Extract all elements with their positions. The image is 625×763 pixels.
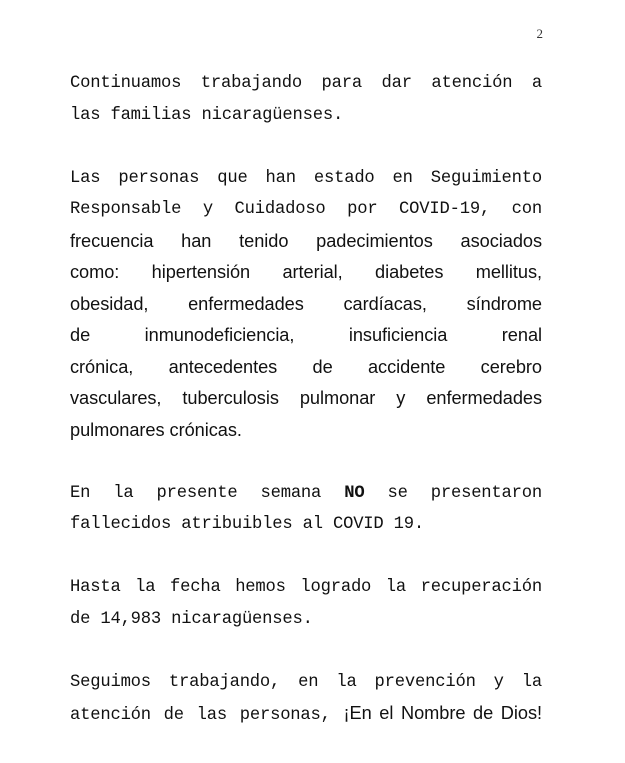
paragraph-line: Seguimos trabajando, en la prevención y la — [70, 672, 542, 692]
paragraph-line: obesidad, enfermedades cardíacas, síndrome — [70, 293, 542, 314]
document-body — [70, 68, 542, 763]
paragraph-line: pulmonares crónicas. — [70, 419, 242, 440]
paragraph-line: Las personas que han estado en Seguimiento — [70, 168, 542, 188]
paragraph-line: fallecidos atribuibles al COVID 19. — [70, 515, 424, 534]
paragraph-line: Responsable y Cuidadoso por COVID-19, con — [70, 200, 542, 219]
paragraph-seguimos — [70, 667, 542, 732]
paragraph-padecimientos — [70, 163, 542, 447]
text-segment: se presentaron — [364, 483, 542, 503]
paragraph-fallecidos — [70, 478, 542, 541]
paragraph-recuperacion — [70, 572, 542, 635]
paragraph-line: como: hipertensión arterial, diabetes mellitus, — [70, 262, 542, 282]
paragraph-line — [70, 478, 542, 510]
text-segment: atención de las personas, — [70, 706, 344, 725]
page-number: 2 — [536, 26, 543, 41]
paragraph-line: vasculares, tuberculosis pulmonar y enfermedades — [70, 388, 542, 408]
paragraph-line: Hasta la fecha hemos logrado la recuperación — [70, 578, 542, 597]
paragraph-line: frecuencia han tenido padecimientos asociados — [70, 230, 542, 251]
closing-phrase: ¡En el Nombre de Dios! — [343, 703, 542, 723]
text-segment: En la presente semana — [70, 483, 345, 503]
paragraph-line: de 14,983 nicaragüenses. — [70, 609, 313, 629]
paragraph-line: Continuamos trabajando para dar atención a — [70, 74, 542, 93]
paragraph-continuamos — [70, 68, 542, 131]
paragraph-line: crónica, antecedentes de accidente cerebro — [70, 356, 542, 377]
emphasis-no: NO — [344, 483, 365, 503]
paragraph-line: las familias nicaragüenses. — [70, 105, 344, 125]
paragraph-line: de inmunodeficiencia, insuficiencia renal — [70, 325, 542, 345]
paragraph-line — [70, 698, 542, 732]
